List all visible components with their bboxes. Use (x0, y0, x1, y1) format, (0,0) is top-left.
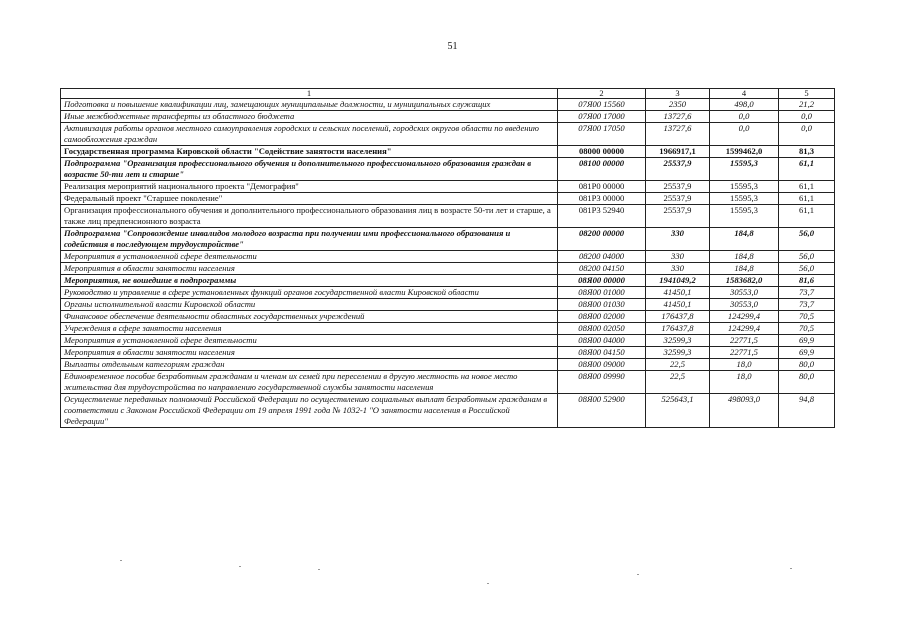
row-code-cell: 081P3 00000 (558, 193, 646, 205)
table-row (61, 275, 835, 287)
row-code-cell: 07Я00 17050 (558, 123, 646, 146)
scan-speck (120, 560, 122, 561)
row-code-cell: 08Я00 01000 (558, 287, 646, 299)
row-plan-cell: 176437,8 (646, 311, 710, 323)
row-actual-cell: 15595,3 (710, 193, 779, 205)
row-percent-cell: 81,6 (779, 275, 835, 287)
row-name-cell: Органы исполнительной власти Кировской области (61, 299, 558, 311)
row-code-cell: 08Я00 02000 (558, 311, 646, 323)
row-plan-cell: 2350 (646, 99, 710, 111)
scan-speck (637, 574, 639, 575)
row-plan-cell: 1966917,1 (646, 146, 710, 158)
row-name-cell: Подпрограмма "Сопровождение инвалидов молодого возраста при получении ими профессионального образования и содействия в последующем трудоустройстве" (61, 228, 558, 251)
scan-speck (318, 569, 320, 570)
row-actual-cell: 15595,3 (710, 181, 779, 193)
row-name-cell: Мероприятия в области занятости населения (61, 347, 558, 359)
row-percent-cell: 73,7 (779, 287, 835, 299)
header-cell-2: 2 (558, 89, 646, 99)
row-plan-cell: 25537,9 (646, 158, 710, 181)
row-code-cell: 07Я00 15560 (558, 99, 646, 111)
row-actual-cell: 184,8 (710, 251, 779, 263)
row-code-cell: 08Я00 09990 (558, 371, 646, 394)
row-actual-cell: 22771,5 (710, 335, 779, 347)
row-actual-cell: 184,8 (710, 263, 779, 275)
row-code-cell: 08Я00 09000 (558, 359, 646, 371)
row-code-cell: 08Я00 52900 (558, 394, 646, 428)
row-percent-cell: 0,0 (779, 111, 835, 123)
row-percent-cell: 61,1 (779, 205, 835, 228)
row-percent-cell: 69,9 (779, 347, 835, 359)
row-code-cell: 081P0 00000 (558, 181, 646, 193)
row-name-cell: Выплаты отдельным категориям граждан (61, 359, 558, 371)
row-plan-cell: 32599,3 (646, 347, 710, 359)
table-row (61, 359, 835, 371)
row-plan-cell: 25537,9 (646, 205, 710, 228)
table-row (61, 371, 835, 394)
row-plan-cell: 330 (646, 228, 710, 251)
row-plan-cell: 330 (646, 251, 710, 263)
row-actual-cell: 498093,0 (710, 394, 779, 428)
row-actual-cell: 0,0 (710, 123, 779, 146)
row-name-cell: Государственная программа Кировской области "Содействие занятости населения" (61, 146, 558, 158)
row-name-cell: Мероприятия в установленной сфере деятельности (61, 251, 558, 263)
row-name-cell: Финансовое обеспечение деятельности областных государственных учреждений (61, 311, 558, 323)
table-row (61, 323, 835, 335)
row-plan-cell: 13727,6 (646, 123, 710, 146)
row-plan-cell: 330 (646, 263, 710, 275)
row-name-cell: Иные межбюджетные трансферты из областного бюджета (61, 111, 558, 123)
row-actual-cell: 498,0 (710, 99, 779, 111)
row-code-cell: 08Я00 04150 (558, 347, 646, 359)
row-plan-cell: 13727,6 (646, 111, 710, 123)
row-code-cell: 08Я00 04000 (558, 335, 646, 347)
table-row (61, 158, 835, 181)
scan-speck (487, 583, 489, 584)
table-row (61, 347, 835, 359)
table-row (61, 299, 835, 311)
row-plan-cell: 525643,1 (646, 394, 710, 428)
row-plan-cell: 176437,8 (646, 323, 710, 335)
table-row (61, 311, 835, 323)
row-name-cell: Руководство и управление в сфере установленных функций органов государственной власти Кировской области (61, 287, 558, 299)
row-actual-cell: 18,0 (710, 371, 779, 394)
row-percent-cell: 69,9 (779, 335, 835, 347)
row-code-cell: 081P3 52940 (558, 205, 646, 228)
row-plan-cell: 22,5 (646, 371, 710, 394)
row-percent-cell: 56,0 (779, 263, 835, 275)
row-code-cell: 08200 04000 (558, 251, 646, 263)
row-name-cell: Мероприятия в области занятости населения (61, 263, 558, 275)
row-plan-cell: 22,5 (646, 359, 710, 371)
row-actual-cell: 0,0 (710, 111, 779, 123)
row-plan-cell: 25537,9 (646, 193, 710, 205)
row-name-cell: Мероприятия в установленной сфере деятельности (61, 335, 558, 347)
row-percent-cell: 70,5 (779, 311, 835, 323)
budget-table (60, 88, 835, 428)
header-cell-5: 5 (779, 89, 835, 99)
table-row (61, 287, 835, 299)
row-percent-cell: 61,1 (779, 181, 835, 193)
row-percent-cell: 94,8 (779, 394, 835, 428)
table-row (61, 205, 835, 228)
row-name-cell: Активизация работы органов местного самоуправления городских и сельских поселений, городских округов области по введению самообложения граждан (61, 123, 558, 146)
row-actual-cell: 184,8 (710, 228, 779, 251)
row-actual-cell: 30553,0 (710, 299, 779, 311)
page-number: 51 (447, 41, 458, 52)
row-name-cell: Федеральный проект "Старшее поколение" (61, 193, 558, 205)
row-percent-cell: 56,0 (779, 228, 835, 251)
row-code-cell: 07Я00 17000 (558, 111, 646, 123)
row-name-cell: Подпрограмма "Организация профессионального обучения и дополнительного профессионального образования граждан в возрасте 50-ти лет и старше" (61, 158, 558, 181)
header-cell-4: 4 (710, 89, 779, 99)
row-percent-cell: 61,1 (779, 193, 835, 205)
row-name-cell: Мероприятия, не вошедшие в подпрограммы (61, 275, 558, 287)
row-actual-cell: 124299,4 (710, 323, 779, 335)
row-percent-cell: 70,5 (779, 323, 835, 335)
table-row (61, 146, 835, 158)
row-plan-cell: 41450,1 (646, 299, 710, 311)
table-row (61, 228, 835, 251)
row-percent-cell: 73,7 (779, 299, 835, 311)
table-row (61, 394, 835, 428)
row-code-cell: 08000 00000 (558, 146, 646, 158)
row-actual-cell: 15595,3 (710, 158, 779, 181)
row-percent-cell: 21,2 (779, 99, 835, 111)
table-row (61, 111, 835, 123)
table-row (61, 193, 835, 205)
row-percent-cell: 80,0 (779, 371, 835, 394)
header-cell-3: 3 (646, 89, 710, 99)
scan-speck (790, 568, 792, 569)
table-row (61, 99, 835, 111)
row-percent-cell: 0,0 (779, 123, 835, 146)
row-percent-cell: 56,0 (779, 251, 835, 263)
row-actual-cell: 124299,4 (710, 311, 779, 323)
row-plan-cell: 1941049,2 (646, 275, 710, 287)
table-row (61, 263, 835, 275)
row-name-cell: Единовременное пособие безработным гражданам и членам их семей при переселении в другую местность на новое место жительства для трудоустройства по направлению государственной службы занятости населения (61, 371, 558, 394)
table-row (61, 251, 835, 263)
row-actual-cell: 22771,5 (710, 347, 779, 359)
row-actual-cell: 1583682,0 (710, 275, 779, 287)
row-name-cell: Подготовка и повышение квалификации лиц, замещающих муниципальные должности, и муниципальных служащих (61, 99, 558, 111)
header-row (61, 89, 835, 99)
table-row (61, 335, 835, 347)
row-percent-cell: 61,1 (779, 158, 835, 181)
row-actual-cell: 1599462,0 (710, 146, 779, 158)
row-plan-cell: 32599,3 (646, 335, 710, 347)
row-percent-cell: 80,0 (779, 359, 835, 371)
row-name-cell: Реализация мероприятий национального проекта "Демография" (61, 181, 558, 193)
table-row (61, 181, 835, 193)
row-code-cell: 08Я00 00000 (558, 275, 646, 287)
row-plan-cell: 41450,1 (646, 287, 710, 299)
row-code-cell: 08Я00 01030 (558, 299, 646, 311)
row-actual-cell: 18,0 (710, 359, 779, 371)
row-code-cell: 08200 04150 (558, 263, 646, 275)
row-name-cell: Организация профессионального обучения и дополнительного профессионального образования лиц в возрасте 50-ти лет и старше, а также лиц предпенсионного возраста (61, 205, 558, 228)
row-code-cell: 08100 00000 (558, 158, 646, 181)
row-code-cell: 08200 00000 (558, 228, 646, 251)
row-plan-cell: 25537,9 (646, 181, 710, 193)
table-row (61, 123, 835, 146)
row-actual-cell: 15595,3 (710, 205, 779, 228)
scan-speck (239, 566, 241, 567)
row-code-cell: 08Я00 02050 (558, 323, 646, 335)
row-actual-cell: 30553,0 (710, 287, 779, 299)
row-name-cell: Осуществление переданных полномочий Российской Федерации по осуществлению социальных выплат безработным гражданам в соответствии с Законом Российской Федерации от 19 апреля 1991 года № 1032-1 "О занятости населения в Российской Федерации" (61, 394, 558, 428)
header-cell-1: 1 (61, 89, 558, 99)
row-name-cell: Учреждения в сфере занятости населения (61, 323, 558, 335)
row-percent-cell: 81,3 (779, 146, 835, 158)
